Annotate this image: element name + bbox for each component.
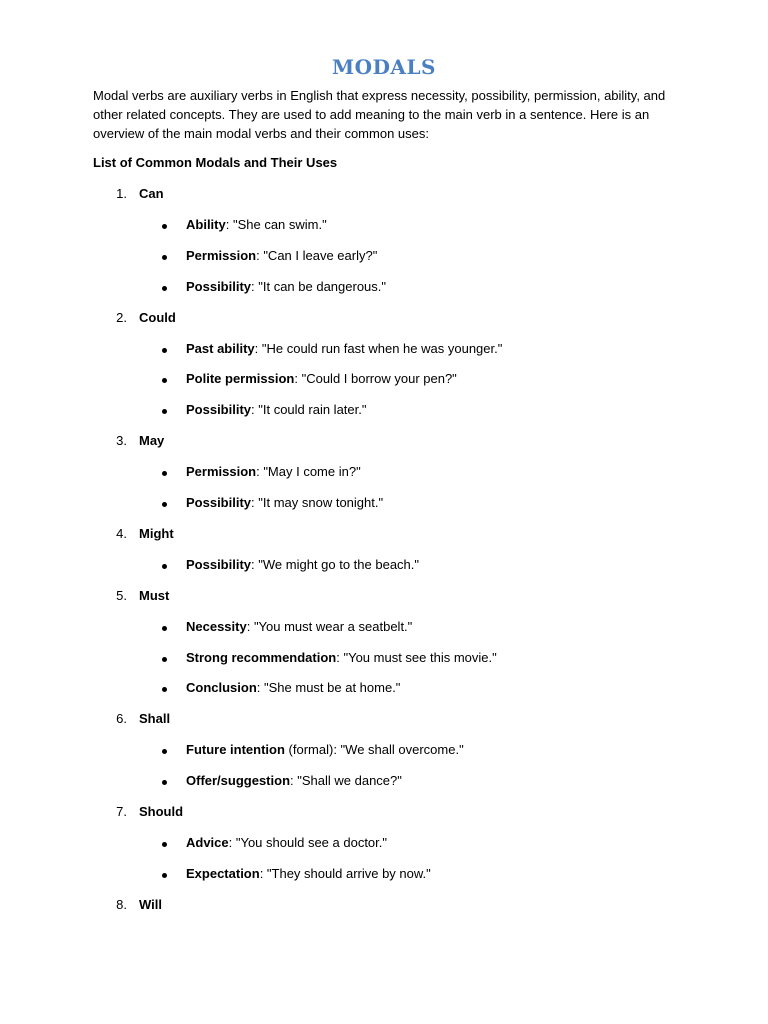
use-example: (formal): "We shall overcome." bbox=[284, 742, 464, 758]
bullet-icon bbox=[162, 286, 167, 291]
use-example: : "We might go to the beach." bbox=[251, 556, 420, 572]
modal-number: 1. bbox=[116, 186, 127, 201]
modal-name: Can bbox=[139, 186, 164, 201]
modal-name: Should bbox=[139, 804, 184, 819]
modal-use bbox=[186, 650, 497, 665]
use-example: : "You must see this movie." bbox=[336, 649, 497, 665]
modal-name: Must bbox=[139, 587, 170, 603]
use-label: Ability bbox=[186, 216, 226, 232]
modal-name: Will bbox=[139, 896, 162, 912]
modal-use bbox=[186, 402, 366, 417]
use-label: Future intention bbox=[186, 742, 285, 758]
modal-use bbox=[186, 835, 387, 850]
modal-number: 2. bbox=[116, 309, 127, 325]
document-title: MODALS bbox=[332, 55, 436, 79]
bullet-icon bbox=[162, 224, 167, 229]
modal-name: Might bbox=[139, 525, 174, 541]
modal-use bbox=[186, 248, 377, 263]
use-label: Advice bbox=[186, 834, 229, 850]
modal-number: 3. bbox=[116, 433, 127, 449]
bullet-icon bbox=[162, 780, 167, 785]
bullet-icon bbox=[162, 873, 167, 878]
modal-name: Could bbox=[139, 309, 176, 325]
bullet-icon bbox=[162, 657, 167, 662]
modal-use bbox=[186, 742, 464, 757]
intro-paragraph: Modal verbs are auxiliary verbs in English that express necessity, possibility, permission, ability, and other related concepts. They are used to add meaning to the main verb in a sentence. Here is an overview of the main modal verbs and their common uses: bbox=[93, 88, 666, 141]
modal-number: 5. bbox=[116, 587, 127, 603]
use-example: : "He could run fast when he was younger." bbox=[254, 340, 503, 356]
bullet-icon bbox=[162, 348, 167, 353]
modal-use bbox=[186, 495, 383, 510]
use-example: : "They should arrive by now." bbox=[259, 865, 431, 881]
modal-number: 8. bbox=[116, 896, 127, 912]
use-example: : "You must wear a seatbelt." bbox=[246, 618, 413, 634]
modal-name: Shall bbox=[139, 711, 171, 727]
use-label: Permission bbox=[186, 464, 257, 480]
bullet-icon bbox=[162, 842, 167, 847]
modal-use bbox=[186, 619, 412, 634]
use-label: Polite permission bbox=[186, 371, 295, 387]
use-example: : "It can be dangerous." bbox=[251, 278, 387, 294]
modal-use bbox=[186, 217, 327, 232]
modal-use bbox=[186, 557, 419, 572]
use-label: Necessity bbox=[186, 618, 247, 634]
use-example: : "She must be at home." bbox=[256, 680, 401, 696]
use-example: : "You should see a doctor." bbox=[228, 834, 388, 850]
use-label: Past ability bbox=[186, 340, 255, 356]
use-example: : "Can I leave early?" bbox=[256, 247, 378, 263]
bullet-icon bbox=[162, 255, 167, 260]
bullet-icon bbox=[162, 687, 167, 692]
bullet-icon bbox=[162, 626, 167, 631]
modal-number: 6. bbox=[116, 711, 127, 727]
use-label: Possibility bbox=[186, 278, 252, 294]
bullet-icon bbox=[162, 409, 167, 414]
use-example: : "Shall we dance?" bbox=[290, 773, 402, 789]
modal-use bbox=[186, 279, 386, 294]
modal-use bbox=[186, 464, 361, 479]
use-label: Expectation bbox=[186, 865, 260, 881]
modal-use bbox=[186, 680, 400, 695]
list-heading: List of Common Modals and Their Uses bbox=[93, 155, 338, 170]
use-label: Offer/suggestion bbox=[186, 773, 291, 789]
bullet-icon bbox=[162, 471, 167, 476]
use-example: : "May I come in?" bbox=[256, 464, 361, 480]
use-label: Possibility bbox=[186, 495, 252, 510]
bullet-icon bbox=[162, 502, 167, 507]
modal-use bbox=[186, 866, 431, 881]
modal-number: 7. bbox=[116, 804, 127, 819]
use-example: : "It could rain later." bbox=[251, 402, 367, 418]
modal-use bbox=[186, 371, 457, 386]
use-example: : "It may snow tonight." bbox=[251, 495, 384, 510]
bullet-icon bbox=[162, 564, 167, 569]
modal-use bbox=[186, 773, 402, 788]
use-example: : "Could I borrow your pen?" bbox=[294, 371, 457, 387]
use-label: Possibility bbox=[186, 402, 252, 418]
modal-use bbox=[186, 341, 502, 356]
use-label: Strong recommendation bbox=[186, 649, 337, 665]
use-label: Permission bbox=[186, 247, 257, 263]
use-label: Conclusion bbox=[186, 680, 257, 696]
use-example: : "She can swim." bbox=[225, 216, 327, 232]
modal-number: 4. bbox=[116, 525, 127, 541]
bullet-icon bbox=[162, 378, 167, 383]
modal-name: May bbox=[139, 433, 165, 449]
use-label: Possibility bbox=[186, 556, 252, 572]
bullet-icon bbox=[162, 749, 167, 754]
